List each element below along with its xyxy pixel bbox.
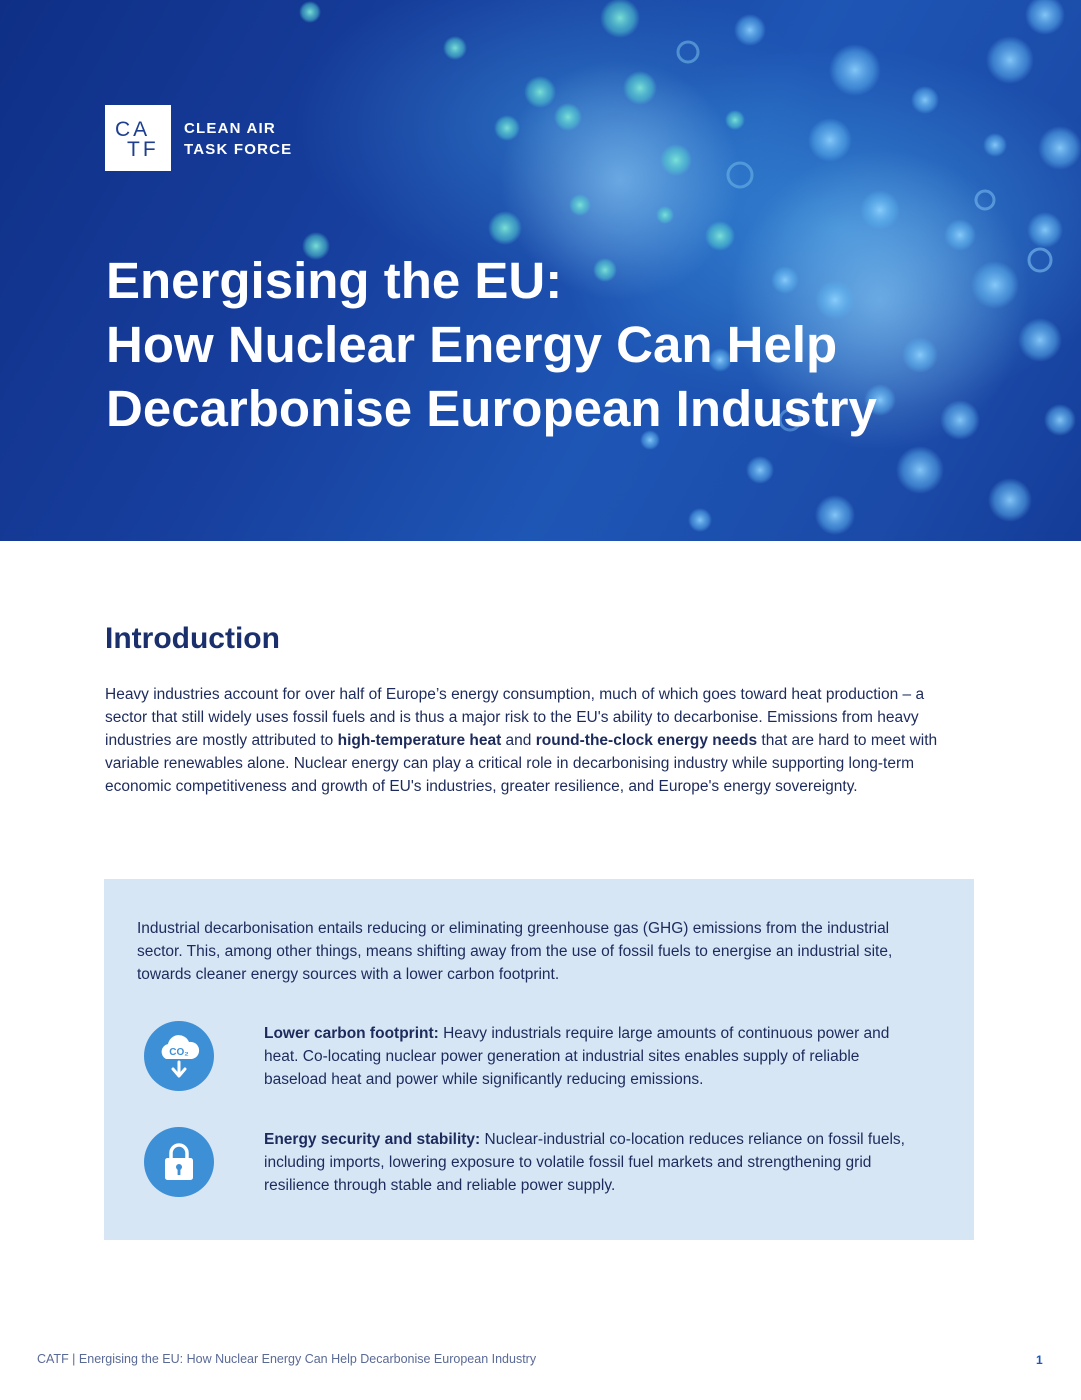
logo-bottom-letters: TF [127,138,159,161]
intro-bold-heat: high-temperature heat [337,732,502,749]
title-line2: How Nuclear Energy Can Help [106,316,838,373]
callout-intro-text: Industrial decarbonisation entails reducing or eliminating greenhouse gas (GHG) emissions from the industrial sector. This, among other things, means shifting away from the use of fossil fuels to energise an industrial site, towards cleaner energy sources with a lower carbon footprint. [137,920,893,983]
org-name-line2: TASK FORCE [184,141,293,158]
callout-box [104,879,974,1240]
callout-item-carbon [264,1022,924,1091]
padlock-icon [144,1127,214,1197]
carbon-item-body: Heavy industrials require large amounts of continuous power and heat. Co-locating nuclear power generation at industrial sites enables supply of reliable baseload heat and power while significantly reducing emissions. [264,1025,890,1088]
org-name-line1: CLEAN AIR [184,120,276,137]
page-number: 1 [1036,1353,1043,1367]
page-footer: CATF | Energising the EU: How Nuclear Energy Can Help Decarbonise European Industry [37,1352,537,1366]
intro-text-part1: Heavy industries account for over half of Europe’s energy consumption, much of which goes toward heat production – a sector that still widely uses fossil fuels and is thus a major risk to the EU's ability to decarbonise. Emissions from heavy industries are mostly attributed to [105,686,925,749]
security-item-body: Nuclear-industrial co-location reduces reliance on fossil fuels, including imports, lowering exposure to volatile fossil fuel markets and strengthening grid resilience through stable and reliable power supply. [264,1131,905,1194]
title-line1: Energising the EU: [106,252,563,309]
intro-bold-energy-needs: round-the-clock energy needs [535,732,758,749]
co2-label: CO₂ [169,1047,189,1058]
report-title [106,249,1006,441]
catf-logo [105,105,171,171]
org-name [184,118,292,160]
intro-text-part3: that are hard to meet with variable renewables alone. Nuclear energy can play a critical role in decarbonising industry while supporting long-term economic competitiveness and growth of EU's industries, greater resilience, and Europe's energy sovereignty. [105,732,938,795]
introduction-heading: Introduction [105,622,280,655]
hero-banner [0,0,1081,541]
introduction-paragraph [105,683,945,798]
co2-cloud-icon [144,1021,214,1091]
logo-top-letters: CA [115,118,151,141]
title-line3: Decarbonise European Industry [106,380,877,437]
callout-item-security [264,1128,924,1197]
intro-text-part2: and [501,732,536,749]
security-item-title: Energy security and stability: [264,1131,481,1148]
carbon-item-title: Lower carbon footprint: [264,1025,439,1042]
